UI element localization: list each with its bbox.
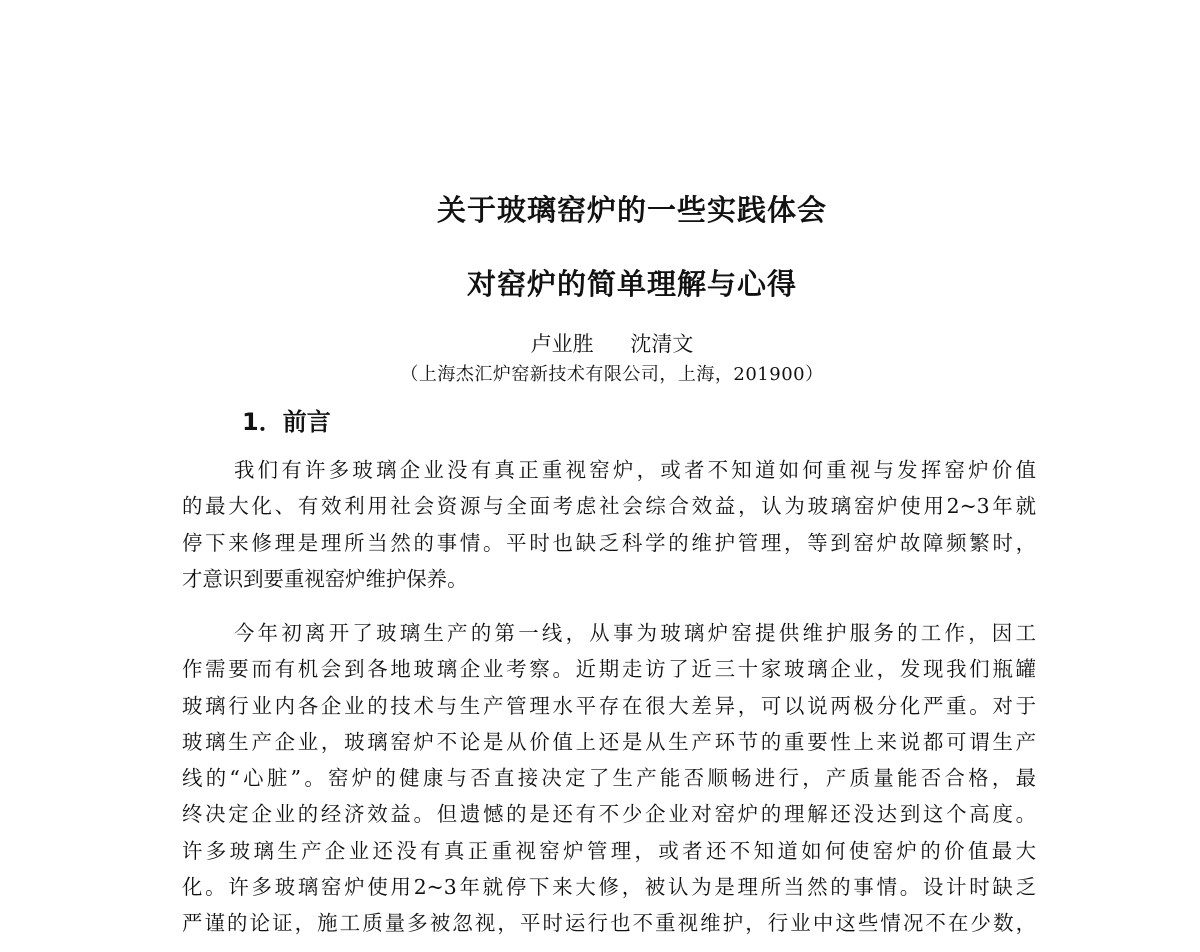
paragraph-line: 的最大化、有效利用社会资源与全面考虑社会综合效益，认为玻璃窑炉使用2~3年就 (182, 494, 1036, 519)
paragraph-line: 玻璃行业内各企业的技术与生产管理水平存在很大差异，可以说两极分化严重。对于 (182, 693, 1036, 718)
author-name: 沈清文 (630, 332, 694, 356)
paper-subtitle: 对窑炉的简单理解与心得 (466, 267, 797, 301)
paragraph-line: 才意识到要重视窑炉维护保养。 (182, 566, 468, 591)
paragraph-line: 停下来修理是理所当然的事情。平时也缺乏科学的维护管理，等到窑炉故障频繁时， (182, 530, 1036, 555)
paragraph-line: 线的“心脏”。窑炉的健康与否直接决定了生产能否顺畅进行，产质量能否合格，最 (182, 766, 1036, 791)
paragraph-line: 化。许多玻璃窑炉使用2~3年就停下来大修，被认为是理所当然的事情。设计时缺乏 (182, 875, 1036, 900)
paragraph-line: 终决定企业的经济效益。但遗憾的是还有不少企业对窑炉的理解还没达到这个高度。 (182, 802, 1036, 827)
section-number: 1． (242, 408, 283, 436)
section-title: 前言 (282, 408, 331, 436)
paragraph-line: 我们有许多玻璃企业没有真正重视窑炉，或者不知道如何重视与发挥窑炉价值 (234, 458, 1036, 482)
body-paragraph (182, 452, 1036, 597)
paragraph-line: 玻璃生产企业，玻璃窑炉不论是从价值上还是从生产环节的重要性上来说都可谓生产 (182, 729, 1036, 754)
body-paragraph (182, 615, 1036, 942)
section-heading (242, 402, 331, 437)
paragraph-line: 作需要而有机会到各地玻璃企业考察。近期走访了近三十家玻璃企业，发现我们瓶罐 (182, 657, 1036, 682)
paper-title: 关于玻璃窑炉的一些实践体会 (436, 193, 827, 227)
paragraph-line: 严谨的论证，施工质量多被忽视，平时运行也不重视维护，行业中这些情况不在少数， (182, 911, 1036, 936)
paragraph-line: 今年初离开了玻璃生产的第一线，从事为玻璃炉窑提供维护服务的工作，因工 (234, 621, 1036, 645)
author-name: 卢业胜 (530, 332, 594, 356)
author-list (0, 328, 1200, 358)
author-affiliation: （上海杰汇炉窑新技术有限公司，上海，201900） (400, 364, 824, 385)
paragraph-line: 许多玻璃生产企业还没有真正重视窑炉管理，或者还不知道如何使窑炉的价值最大 (182, 838, 1036, 863)
